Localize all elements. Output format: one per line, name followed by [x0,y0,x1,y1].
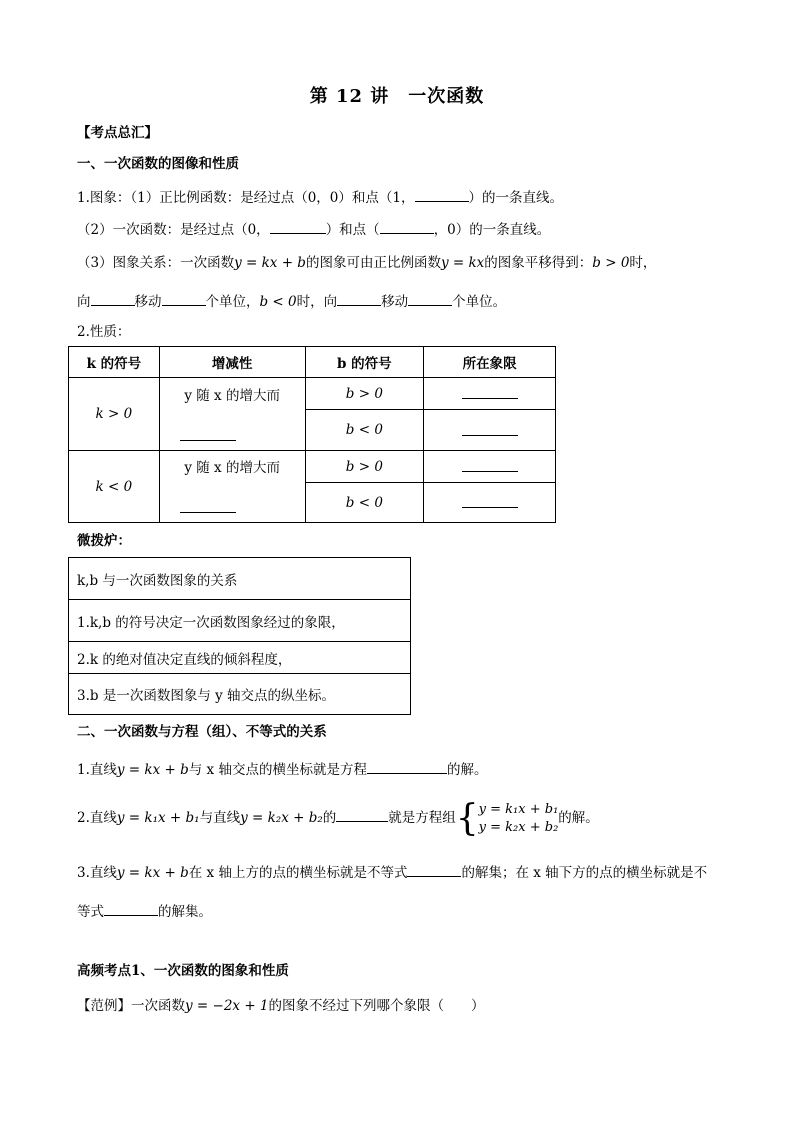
tip-box [68,557,411,715]
mono-text: y 随 x 的增大而 [184,387,280,404]
formula: y = kx [440,255,485,271]
cell-mono-k-negative [159,451,305,523]
s2-line4-text-b: 的解集。 [158,904,212,920]
tip-row: 3.b 是一次函数图象与 y 轴交点的纵坐标。 [69,674,411,715]
blank-field[interactable] [180,498,236,513]
blank-field[interactable] [462,384,518,399]
blank-field[interactable] [367,759,447,774]
s1-line3-text-a: （3）图象关系：一次函数 [77,255,235,271]
header-sign-k: k 的符号 [69,347,160,378]
section3-heading: 高频考点1、一次函数的图象和性质 [77,963,289,979]
blank-field[interactable] [415,187,469,202]
header-monotonicity: 增减性 [159,347,305,378]
formula: y = −2x + 1 [185,998,269,1014]
example-text-b: 的图象不经过下列哪个象限（ ） [268,998,485,1014]
cell-k-negative: k < 0 [69,451,160,523]
brace-icon: { [455,797,479,839]
formula: b < 0 [259,294,297,310]
section2-heading: 二、一次函数与方程（组）、不等式的关系 [77,724,327,740]
cell-b-negative: b < 0 [305,410,424,451]
blank-field[interactable] [380,219,434,234]
s2-line2-text-a: 2.直线 [77,810,117,826]
s1-line2 [77,219,550,239]
s1-line3-text-c: 的图象平移得到： [484,255,593,271]
s2-line1-text-a: 1.直线 [77,762,117,778]
cell-mono-k-positive [159,378,305,451]
tip-row: 1.k,b 的符号决定一次函数图象经过的象限， [69,600,411,642]
header-sign-b: b 的符号 [305,347,424,378]
blank-field[interactable] [337,291,381,306]
blank-field[interactable] [180,426,236,441]
formula: y = kx + b [116,762,189,778]
system-equation: y = k₂x + b₂ [478,819,559,835]
s2-line3 [77,862,707,882]
properties-table [68,346,556,523]
blank-field[interactable] [462,421,518,436]
s2-line2-text-c: 的 [322,810,337,826]
s1-line4-text-d: 时，向 [296,294,338,310]
formula: y = kx + b [234,255,306,271]
s1-line4-text-c: 个单位， [205,294,260,310]
s1-line4-text-b: 移动 [134,294,162,310]
s2-line3-text-c: 的解集；在 x 轴下方的点的横坐标就是不 [461,865,708,881]
example-line [77,997,485,1015]
example-text-a: 【范例】一次函数 [77,998,185,1014]
tip-row: k,b 与一次函数图象的关系 [69,558,411,600]
blank-field[interactable] [91,291,135,306]
s2-line2-text-e: 的解。 [558,810,599,826]
s1-line3 [77,254,656,272]
section1-heading: 一、一次函数的图像和性质 [77,156,239,172]
blank-field[interactable] [462,493,518,508]
blank-field[interactable] [462,457,518,472]
blank-field[interactable] [104,901,158,916]
blank-field[interactable] [407,862,461,877]
formula: b > 0 [592,255,630,271]
cell-quadrant [424,410,556,451]
s2-line2-text-d: 就是方程组 [388,810,456,826]
s1-line1-text-b: ）的一条直线。 [468,190,563,206]
s2-line4 [77,901,212,921]
s1-line4-text-e: 移动 [381,294,409,310]
s1-line3-text-b: 的图象可由正比例函数 [305,255,441,271]
properties-label: 2.性质： [77,324,131,340]
s2-line1-text-c: 的解。 [446,762,488,778]
cell-k-positive: k > 0 [69,378,160,451]
s1-line4-text-a: 向 [77,294,91,310]
s1-line1-text-a: 1.图象：（1）正比例函数：是经过点（0，0）和点（1， [77,190,415,206]
tip-row: 2.k 的绝对值决定直线的倾斜程度， [69,642,411,674]
s1-line3-text-d: 时， [629,255,657,271]
s1-line2-text-a: （2）一次函数：是经过点（0， [77,222,270,238]
cell-quadrant [424,483,556,523]
mono-text: y 随 x 的增大而 [184,460,280,476]
s2-line2 [77,798,599,838]
s1-line1 [77,187,563,207]
cell-b-positive: b > 0 [305,451,424,483]
cell-b-negative: b < 0 [305,483,424,523]
formula: y = k₂x + b₂ [240,810,323,826]
tip-label: 微拨炉： [77,533,131,549]
cell-b-positive: b > 0 [305,378,424,410]
s2-line3-text-b: 在 x 轴上方的点的横坐标就是不等式 [188,865,408,881]
s1-line4-text-f: 个单位。 [452,294,507,310]
blank-field[interactable] [336,807,388,822]
s1-line2-text-b: ）和点（ [325,222,380,238]
s2-line1 [77,759,487,779]
s2-line3-text-a: 3.直线 [77,865,117,881]
equation-system [455,797,559,839]
header-quadrants: 所在象限 [424,347,556,378]
s2-line4-text-a: 等式 [77,904,104,920]
s2-line2-text-b: 与直线 [199,810,241,826]
blank-field[interactable] [270,219,326,234]
s2-line1-text-b: 与 x 轴交点的横坐标就是方程 [188,762,367,778]
summary-label: 【考点总汇】 [77,125,158,141]
s1-line4 [77,291,506,311]
page-title: 第 12 讲 一次函数 [309,86,485,107]
formula: y = k₁x + b₁ [116,810,200,826]
system-equation: y = k₁x + b₁ [478,801,559,817]
blank-field[interactable] [162,291,206,306]
cell-quadrant [424,378,556,410]
s1-line2-text-c: ，0）的一条直线。 [433,222,551,238]
cell-quadrant [424,451,556,483]
formula: y = kx + b [116,865,189,881]
blank-field[interactable] [408,291,452,306]
